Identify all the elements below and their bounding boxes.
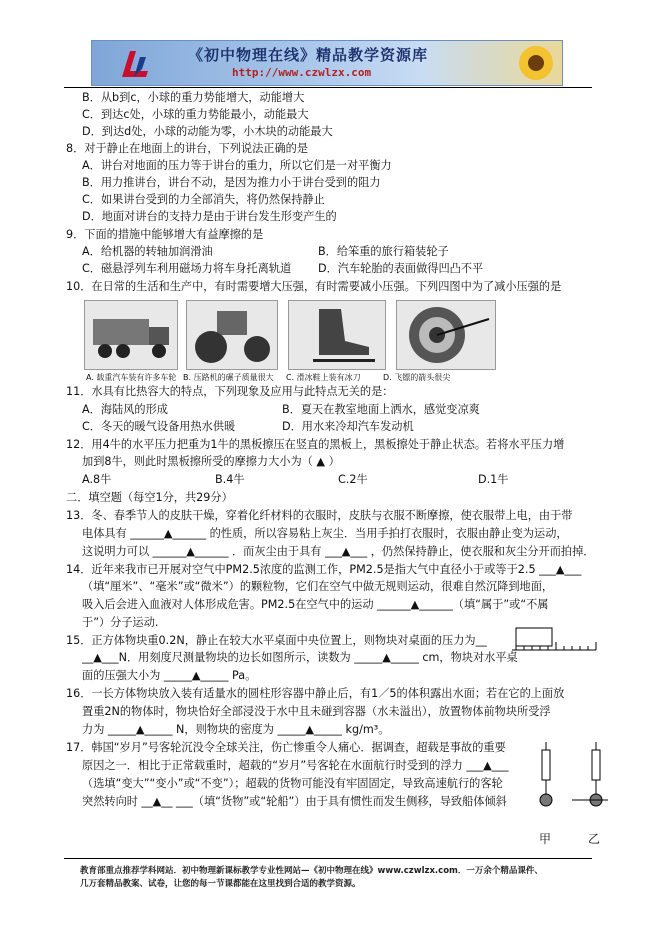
truck-image	[84, 300, 178, 370]
header-banner	[91, 40, 563, 86]
text-line-l39: 力为 _____▲_____ N，则物块的密度为 _____▲_____ kg/m³。	[82, 723, 390, 736]
text-line-l25: D.1牛	[478, 473, 509, 486]
text-line-l7: C．如果讲台受到的力全部消失，将仍然保持静止	[82, 193, 325, 206]
footer-rule	[64, 858, 592, 859]
text-line-l10: A．给机器的转轴加润滑油	[82, 245, 213, 258]
text-line-l29: 这说明力可以 ______▲______ ．而灰尘由于具有 ___▲___ ，仍然保持静止，使衣服和灰尘分开而拍掉．	[82, 545, 595, 558]
text-line-l18: C．冬天的暖气设备用热水供暖	[82, 420, 236, 433]
site-logo-icon	[118, 47, 154, 81]
text-line-l3: D．到达d处，小球的动能为零，小木块的动能最大	[82, 125, 333, 138]
banner-url: http://www.czwlzx.com	[232, 66, 372, 79]
text-line-l34: 15．正方体物块重0.2N，静止在较大水平桌面中央位置上，则物块对桌面的压力为__	[66, 634, 487, 647]
text-line-l37: 16．一长方体物块放入装有适量水的圆柱形容器中静止后，有1／5的体积露出水面；若在它的上面放	[66, 687, 565, 700]
text-line-l23: B.4牛	[215, 473, 245, 486]
text-line-l20: 12．用4牛的水平压力把重为1牛的黑板擦压在竖直的黑板上，黑板擦处于静止状态。若将水平压力增	[66, 438, 565, 451]
text-line-l15: 11．水具有比热容大的特点，下列现象及应用与此特点无关的是：	[66, 385, 394, 398]
text-line-l43: 突然转向时 __▲__ ___（填“货物”或“轮船”）由于具有惯性而发生侧移，导致船体倾斜	[82, 795, 507, 808]
text-line-l6: B．用力推讲台，讲台不动，是因为推力小于讲台受到的阻力	[82, 176, 381, 189]
caption-c4: D. 飞镖的箭头很尖	[383, 373, 451, 382]
text-line-l5: A．讲台对地面的压力等于讲台的重力，所以它们是一对平衡力	[82, 159, 392, 172]
caption-c3: C. 滑冰鞋上装有冰刀	[286, 373, 361, 382]
sunflower-icon	[516, 43, 556, 83]
text-line-l32: 吸入后会进入血液对人体形成危害。PM2.5在空气中的运动 ______▲______（填“属于”或“不属	[82, 598, 549, 611]
spring-scale-figure	[528, 742, 608, 814]
road-roller-image	[186, 300, 278, 370]
text-line-l19: D．用水来冷却汽车发动机	[282, 420, 414, 433]
text-line-l12: C．磁悬浮列车利用磁场力将车身托离轨道	[82, 262, 292, 275]
caption-c2: B. 压路机的碾子质量很大	[183, 373, 274, 382]
text-line-l36: 面的压强大小为 _____▲_____ Pa。	[82, 669, 257, 682]
dart-image	[396, 300, 496, 370]
text-line-l8: D．地面对讲台的支持力是由于讲台发生形变产生的	[82, 210, 337, 223]
caption-c1: A. 载重汽车装有许多车轮	[86, 373, 177, 382]
figure-label-jia: 甲	[539, 832, 552, 846]
text-line-l41: 原因之一．相比于正常载重时，超载的“岁月”号客轮在水面航行时受到的浮力 ___▲___	[82, 759, 509, 772]
text-line-l14: 10．在日常的生活和生产中，有时需要增大压强，有时需要减小压强。下列四图中为了减小压强的是	[66, 280, 562, 293]
text-line-l2: C．到达c处，小球的重力势能最小，动能最大	[82, 108, 309, 121]
text-line-l27: 13．冬、春季节人的皮肤干燥，穿着化纤材料的衣服时，皮肤与衣服不断摩擦，使衣服带上电，由于带	[66, 509, 573, 522]
text-line-l28: 电体具有 ______▲______ 的性质，所以容易粘上灰尘．当用手拍打衣服时，衣服由静止变为运动，	[82, 527, 568, 540]
text-line-l33: 于”）分子运动.	[82, 616, 159, 629]
text-line-l4: 8．对于静止在地面上的讲台，下列说法正确的是	[66, 142, 309, 155]
text-line-l11: B．给笨重的旅行箱装轮子	[318, 245, 449, 258]
text-line-l16: A．海陆风的形成	[82, 403, 168, 416]
text-line-l21: 加到8牛，则此时黑板擦所受的摩擦力大小为（ ▲ ）	[82, 455, 340, 468]
text-line-l35: __▲___N．用刻度尺测量物块的边长如图所示，读数为 _____▲_____ cm，物块对水平桌	[82, 651, 518, 664]
figure-label-yi: 乙	[588, 832, 601, 846]
text-line-l24: C.2牛	[338, 473, 368, 486]
text-line-l13: D．汽车轮胎的表面做得凹凸不平	[318, 262, 484, 275]
header-rule	[64, 87, 592, 88]
text-line-l9: 9．下面的措施中能够增大有益摩擦的是	[66, 228, 264, 241]
text-line-l38: 置重2N的物体时，物块恰好全部浸没于水中且未碰到容器（水未溢出），放置物体前物块所受浮	[82, 705, 551, 718]
text-line-l30: 14．近年来我市已开展对空气中PM2.5浓度的监测工作，PM2.5是指大气中直径小于或等于2.5 ___▲___	[66, 563, 582, 576]
footer-line-1: 教育部重点推荐学科网站．初中物理新课标教学专业性网站—《初中物理在线》www.czwlzx.com．一万余个精品课件、	[80, 866, 543, 876]
text-line-l26: 二．填空题（每空1分，共29分）	[66, 491, 233, 504]
text-line-l1: B．从b到c，小球的重力势能增大，动能增大	[82, 91, 305, 104]
ruler-figure	[510, 622, 600, 662]
text-line-l17: B．夏天在教室地面上洒水，感觉变凉爽	[282, 403, 480, 416]
footer-line-2: 几万套精品教案、试卷，让您的每一节课都能在这里找到合适的教学资源。	[80, 879, 361, 889]
text-line-l42: （选填“变大”“变小”或“不变”）；超载的货物可能没有牢固固定，导致高速航行的客轮	[82, 777, 503, 790]
ice-skate-image	[288, 300, 386, 370]
banner-title: 《初中物理在线》精品教学资源库	[188, 46, 429, 64]
text-line-l31: （填“厘米”、“毫米”或“微米”）的颗粒物，它们在空气中做无规则运动，很难自然沉降到地面，	[82, 580, 554, 593]
text-line-l40: 17．韩国“岁月”号客轮沉没令全球关注，伤亡惨重令人痛心．据调查，超载是事故的重要	[66, 741, 506, 754]
text-line-l22: A.8牛	[82, 473, 112, 486]
